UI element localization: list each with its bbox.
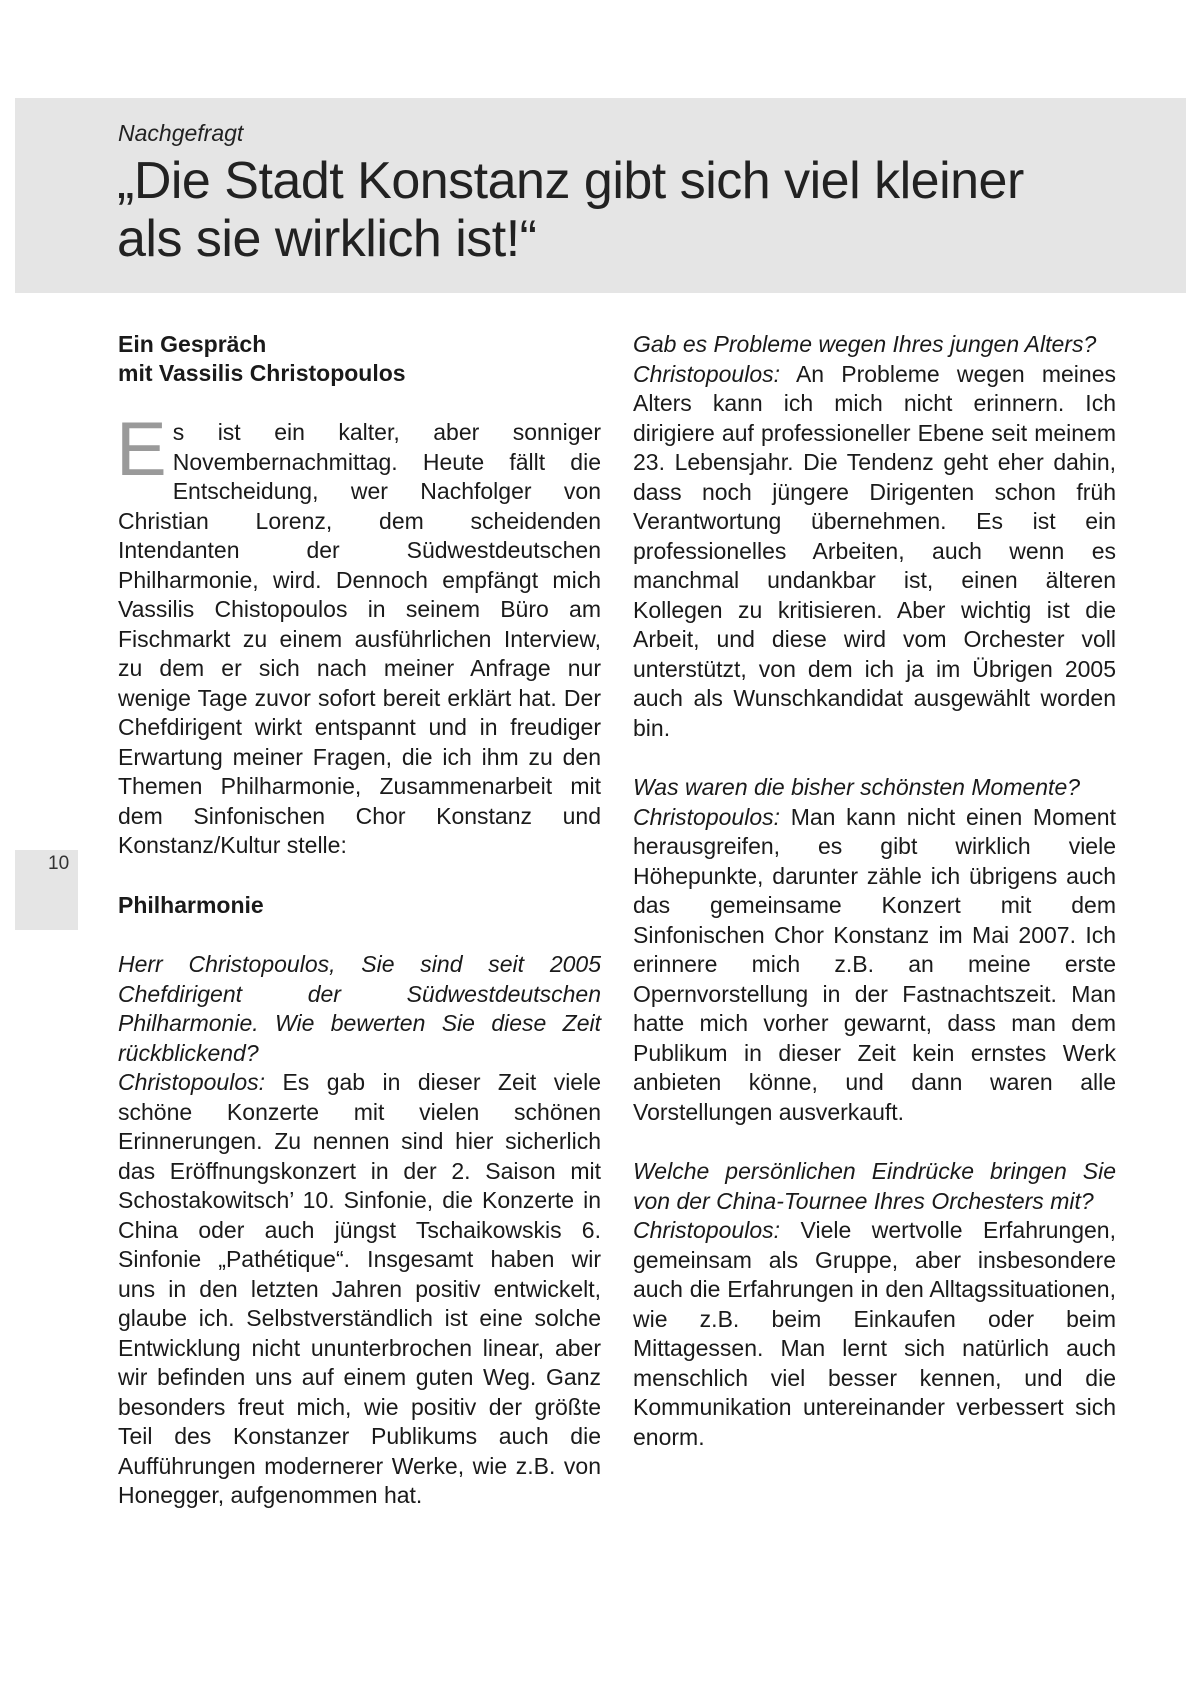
answer-text: Viele wertvolle Erfahrungen, gemeinsam als Gruppe, aber insbesondere auch die Erfahrungen in den Alltagssituationen, wie z.B. beim Einkaufen oder beim Mittagessen. Man lernt sich natürlich auch menschlich viel besser kennen, und die Kommunikation untereinander verbessert sich enorm.: [633, 1217, 1116, 1450]
answer-3: [633, 803, 1116, 1128]
answer-text: Man kann nicht einen Moment herausgreifen, es gibt wirklich viele Höhepunkte, darunter zähle ich übrigens auch das gemeinsame Konzert mit dem Sinfonischen Chor Konstanz im Mai 2007. Ich erinnere mich z.B. an meine erste Opernvorstellung in der Fastnachtszeit. Man hatte mich vorher gewarnt, dass man dem Publikum in dieser Zeit kein ernstes Werk anbieten könne, und dann waren alle Vorstellungen ausverkauft.: [633, 803, 1116, 1125]
question-1: Herr Christopoulos, Sie sind seit 2005 Chefdirigent der Südwestdeutschen Philharmonie. Wie bewerten Sie diese Zeit rückblickend?: [118, 951, 601, 1066]
section-title: Philharmonie: [118, 891, 264, 918]
intro-title-line1: Ein Gespräch: [118, 331, 267, 357]
question-4: Welche persönlichen Eindrücke bringen Sie von der China-Tournee Ihres Orchesters mit?: [633, 1158, 1116, 1214]
kicker: Nachgefragt: [118, 120, 244, 146]
speaker-label: Christopoulos:: [633, 360, 781, 387]
speaker-label: Christopoulos:: [633, 803, 781, 830]
answer-1: [118, 1068, 601, 1511]
headline: „Die Stadt Konstanz gibt sich viel kleiner als sie wirklich ist!“: [117, 152, 1024, 268]
answer-text: An Probleme wegen meines Alters kann ich mich nicht erinnern. Ich dirigiere auf professioneller Ebene seit meinem 23. Lebensjahr. Die Tendenz geht eher dahin, dass noch jüngere Dirigenten schon früh Verantwortung übernehmen. Es ist ein professionelles Arbeiten, auch wenn es manchmal undankbar ist, einen älteren Kollegen zu kritisieren. Aber wichtig ist die Arbeit, und diese wird vom Orchester voll unterstützt, von dem ich ja im Übrigen 2005 auch als Wunschkandidat ausgewählt worden bin.: [633, 360, 1116, 741]
question-3: Was waren die bisher schönsten Momente?: [633, 774, 1081, 800]
lead-text: s ist ein kalter, aber sonniger Novembernachmittag. Heute fällt die Entscheidung, wer Nachfolger von Christian Lorenz, dem scheidenden Intendanten der Südwestdeutschen Philharmonie, wird. Dennoch empfängt mich Vassilis Chistopoulos in seinem Büro am Fischmarkt zu einem ausführlichen Interview, zu dem er sich nach meiner Anfrage nur wenige Tage zuvor sofort bereit erklärt hat. Der Chefdirigent wirkt entspannt und in freudiger Erwartung meiner Fragen, die ich ihm zu den Themen Philharmonie, Zusammenarbeit mit dem Sinfonischen Chor Konstanz und Konstanz/Kultur stelle:: [118, 419, 601, 858]
right-column: [633, 330, 1116, 1452]
drop-cap: E: [116, 407, 167, 492]
answer-2: [633, 360, 1116, 744]
lead-paragraph: [116, 407, 601, 861]
left-column: [118, 330, 601, 1511]
speaker-label: Christopoulos:: [633, 1217, 781, 1243]
intro-title-line2: mit Vassilis Christopoulos: [118, 360, 406, 386]
answer-4: [633, 1216, 1116, 1452]
page-number: 10: [48, 853, 70, 874]
answer-text: Es gab in dieser Zeit viele schöne Konzerte mit vielen schönen Erinnerungen. Zu nennen sind hier sicherlich das Eröffnungskonzert in der 2. Saison mit Schostakowitsch’ 10. Sinfonie, die Konzerte in China oder auch jüngst Tschaikowskis 6. Sinfonie „Pathétique“. Insgesamt haben wir uns in den letzten Jahren positiv entwickelt, glaube ich. Selbstverständlich ist eine solche Entwicklung nicht ununterbrochen linear, aber wir befinden uns auf einem guten Weg. Ganz besonders freut mich, wie positiv der größte Teil des Konstanzer Publikums auch die Aufführungen modernerer Werke, wie z.B. von Honegger, aufgenommen hat.: [118, 1069, 601, 1508]
speaker-label: Christopoulos:: [118, 1069, 266, 1095]
question-2: Gab es Probleme wegen Ihres jungen Alters?: [633, 331, 1097, 357]
